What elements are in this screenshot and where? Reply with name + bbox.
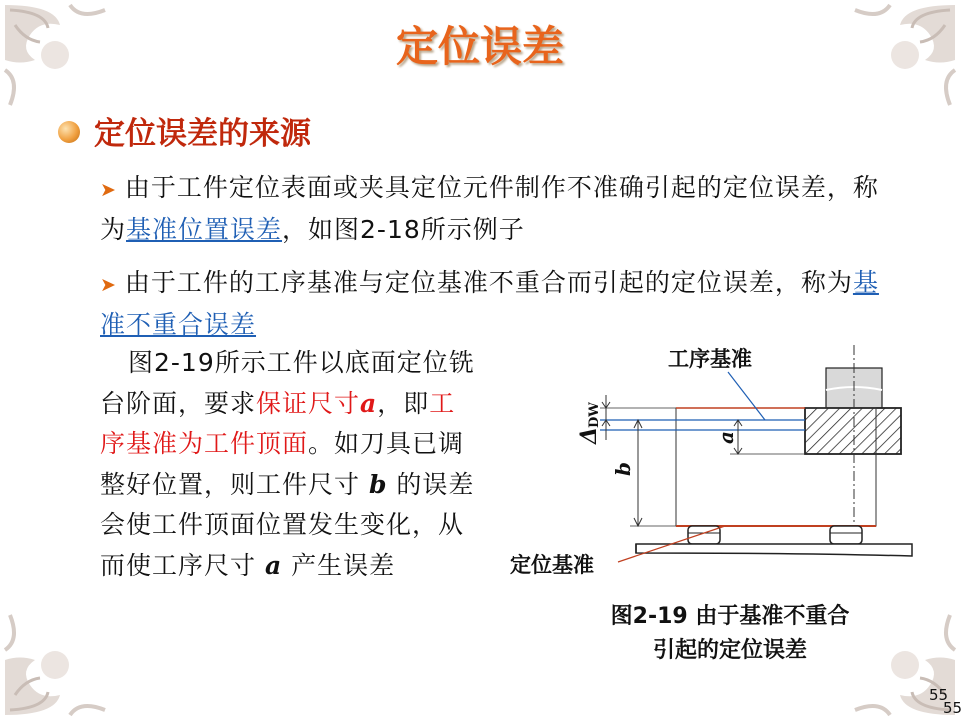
- section-heading: 定位误差的来源: [94, 116, 311, 152]
- page-number-repeat: 55: [943, 699, 962, 717]
- figure-2-19-diagram: [500, 340, 940, 590]
- figure-description: [100, 343, 480, 586]
- slide-title: 定位误差: [395, 22, 564, 71]
- arrow-bullet-icon: ➤: [100, 274, 117, 296]
- caption-line-1: 图2-19 由于基准不重合: [610, 604, 850, 629]
- page-number: 55: [929, 686, 949, 704]
- cutter-block: [805, 408, 901, 454]
- bullet-paragraph-1: [100, 168, 900, 249]
- label-delta: Δ: [576, 426, 602, 444]
- section-bullet-icon: [58, 121, 80, 143]
- bullet-1-lead: 由于工件定位表面或夹具定位元件制作不准确引起的定位误差，称为: [100, 173, 879, 244]
- desc-text-5: 产生误差: [282, 550, 396, 580]
- caption-line-2: 引起的定位误差: [652, 638, 807, 663]
- desc-emphasis-2: 工序基准为工件顶面: [100, 388, 456, 458]
- desc-emphasis-1: 保证尺寸: [256, 388, 361, 418]
- bullet-paragraph-2: [100, 263, 900, 344]
- label-delta-sub: DW: [587, 402, 602, 428]
- corner-ornament-bottom-left: [0, 610, 110, 720]
- desc-var-a-2: a: [264, 550, 283, 580]
- desc-text-3: 。如刀具已调整好位置，则工件尺寸: [100, 429, 465, 499]
- term-link-datum-misalignment-error[interactable]: 基准不重合误差: [100, 268, 879, 339]
- figure-caption: [560, 600, 900, 668]
- desc-var-a: a: [360, 388, 378, 418]
- term-link-datum-position-error[interactable]: 基准位置误差: [126, 215, 283, 244]
- label-a: a: [714, 431, 738, 444]
- label-locating-datum: 定位基准: [510, 553, 594, 577]
- desc-var-b: b: [368, 469, 388, 499]
- label-b: b: [611, 462, 635, 476]
- desc-text-2: ，即: [377, 388, 430, 418]
- bullet-2-lead: 由于工件的工序基准与定位基准不重合而引起的定位误差，称为: [124, 268, 853, 297]
- label-process-datum: 工序基准: [668, 347, 752, 371]
- arrow-bullet-icon: ➤: [100, 179, 117, 201]
- support-pin-right: [830, 526, 862, 544]
- base-plate: [636, 544, 912, 556]
- leader-process-datum: [728, 372, 765, 420]
- desc-text-4: 的误差会使工件顶面位置发生变化，从而使工序尺寸: [100, 469, 475, 580]
- bullet-1-tail: ，如图2-18所示例子: [282, 215, 525, 244]
- desc-text-1: 图2-19所示工件以底面定位铣台阶面，要求: [100, 348, 475, 418]
